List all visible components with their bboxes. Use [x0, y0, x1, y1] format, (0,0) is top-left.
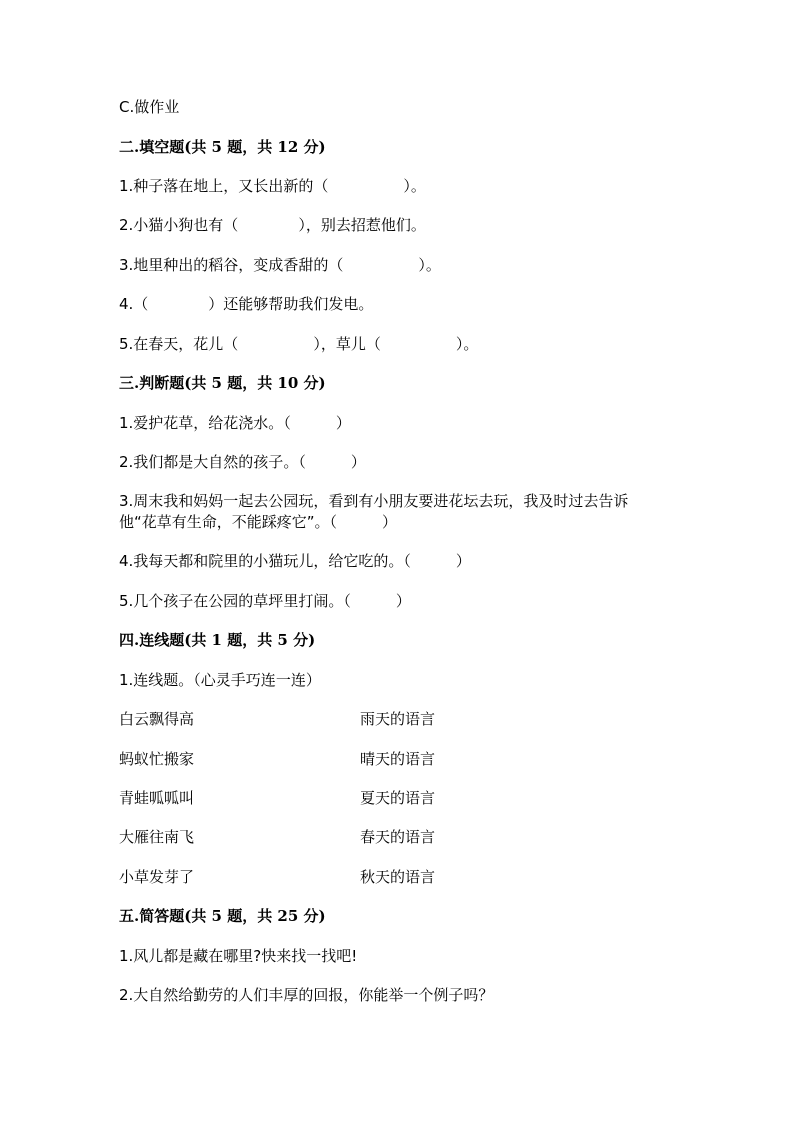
question-3-2: 2.我们都是大自然的孩子。（ ） [119, 453, 366, 471]
match-right-5: 秋天的语言 [360, 868, 436, 886]
match-right-3: 夏天的语言 [360, 789, 436, 807]
question-3-1: 1.爱护花草，给花浇水。（ ） [119, 414, 351, 432]
section-heading-true-false: 三.判断题(共 5 题，共 10 分) [119, 374, 326, 392]
option-c: C.做作业 [119, 98, 180, 116]
question-2-3: 3.地里种出的稻谷，变成香甜的（ ）。 [119, 256, 441, 274]
match-right-2: 晴天的语言 [360, 750, 436, 768]
question-5-1: 1.风儿都是藏在哪里?快来找一找吧! [119, 947, 358, 965]
question-3-5: 5.几个孩子在公园的草坪里打闹。（ ） [119, 592, 411, 610]
section-heading-matching: 四.连线题(共 1 题，共 5 分) [119, 631, 316, 649]
question-3-4: 4.我每天都和院里的小猫玩儿，给它吃的。（ ） [119, 552, 471, 570]
match-left-2: 蚂蚁忙搬家 [119, 750, 195, 768]
question-5-2: 2.大自然给勤劳的人们丰厚的回报，你能举一个例子吗？ [119, 986, 494, 1004]
section-heading-fill-in: 二.填空题(共 5 题，共 12 分) [119, 138, 326, 156]
question-2-4: 4.（ ）还能够帮助我们发电。 [119, 295, 374, 313]
match-left-5: 小草发芽了 [119, 868, 195, 886]
match-left-4: 大雁往南飞 [119, 828, 195, 846]
question-2-2: 2.小猫小狗也有（ ），别去招惹他们。 [119, 216, 426, 234]
question-3-3-line2: 他“花草有生命，不能踩疼它”。（ ） [119, 513, 398, 531]
question-4-1: 1.连线题。（心灵手巧连一连） [119, 671, 321, 689]
section-heading-short-answer: 五.简答题(共 5 题，共 25 分) [119, 907, 326, 925]
match-left-3: 青蛙呱呱叫 [119, 789, 195, 807]
match-right-1: 雨天的语言 [360, 710, 436, 728]
question-2-5: 5.在春天，花儿（ ），草儿（ ）。 [119, 335, 479, 353]
question-3-3-line1: 3.周末我和妈妈一起去公园玩，看到有小朋友要进花坛去玩，我及时过去告诉 [119, 492, 629, 510]
question-2-1: 1.种子落在地上，又长出新的（ ）。 [119, 177, 426, 195]
match-right-4: 春天的语言 [360, 828, 436, 846]
match-left-1: 白云飘得高 [119, 710, 195, 728]
